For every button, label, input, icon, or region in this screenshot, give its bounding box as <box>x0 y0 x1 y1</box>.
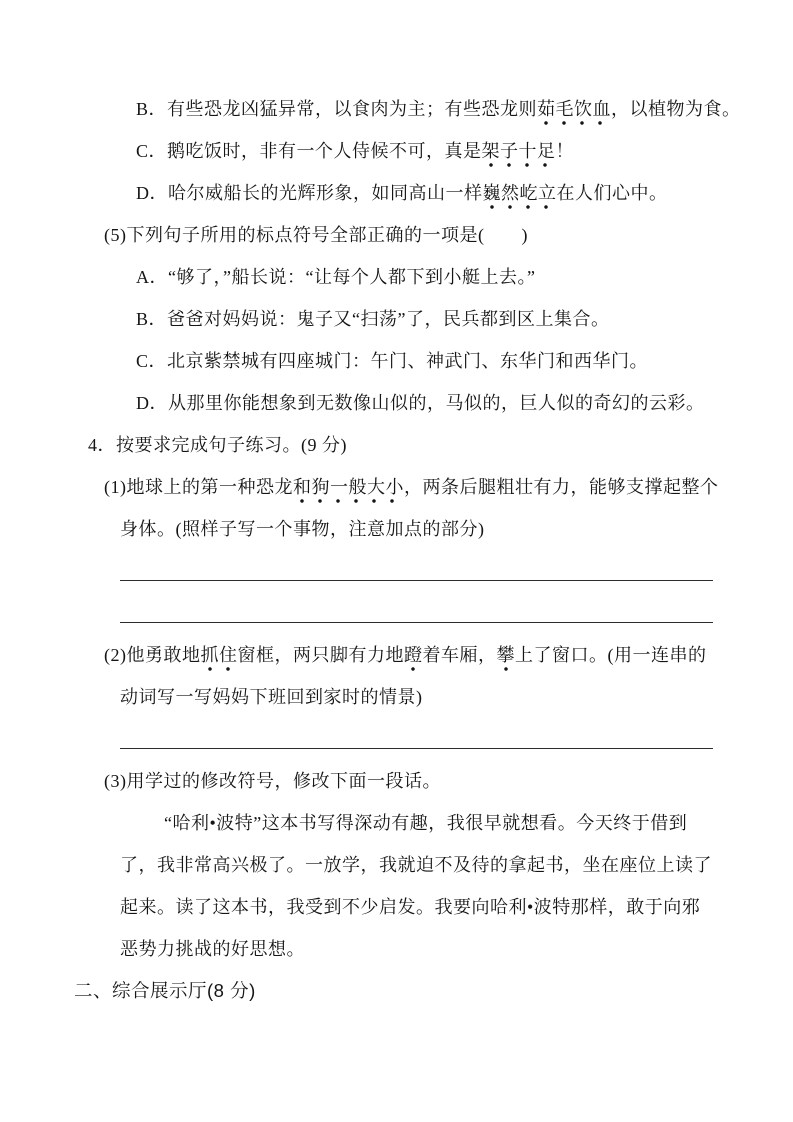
answer-underline <box>120 718 713 749</box>
emphasized-text: 巍然屹立 <box>483 183 557 209</box>
text-line-opt <box>0 130 793 172</box>
text-line-sub <box>0 634 793 676</box>
text-segment: B．有些恐龙凶猛异常，以食肉为主；有些恐龙则 <box>136 99 538 119</box>
text-line-sub <box>0 466 793 508</box>
emphasized-text: 蹬 <box>404 645 423 671</box>
text-line-opt <box>0 88 793 130</box>
answer-blank-line <box>0 718 793 760</box>
text-line-cont <box>0 508 793 550</box>
text-segment: ，两条后腿粗壮有力，能够支撑起整个 <box>404 477 719 497</box>
text-segment: 身体。(照样子写一个事物，注意加点的部分) <box>120 519 485 539</box>
text-segment: 起来。读了这本书，我受到不少启发。我要向哈利•波特那样，敢于向邪 <box>120 897 701 917</box>
text-line-q <box>0 424 793 466</box>
answer-underline <box>120 592 713 623</box>
text-segment: 4．按要求完成句子练习。(9 分) <box>88 435 347 455</box>
text-segment: C．鹅吃饭时，非有一个人侍候不可，真是 <box>136 141 482 161</box>
text-line-opt <box>0 172 793 214</box>
text-line-para <box>0 886 793 928</box>
text-segment: (1)地球上的第一种恐龙 <box>104 477 293 497</box>
emphasized-text: 茹毛饮血 <box>537 99 611 125</box>
text-segment: (2)他勇敢地 <box>104 645 201 665</box>
text-line-sub <box>0 214 793 256</box>
text-segment: ！ <box>555 141 575 161</box>
text-segment: (3)用学过的修改符号，修改下面一段话。 <box>104 771 441 791</box>
text-line-opt <box>0 382 793 424</box>
text-segment: 动词写一写妈妈下班回到家时的情景) <box>120 687 423 707</box>
text-segment: “哈利•波特”这本书写得深动有趣，我很早就想看。今天终于借到 <box>164 813 688 833</box>
answer-blank-line <box>0 592 793 634</box>
text-segment: 了，我非常高兴极了。一放学，我就迫不及待的拿起书，坐在座位上读了 <box>120 855 712 875</box>
text-line-sub <box>0 760 793 802</box>
text-line-opt <box>0 298 793 340</box>
text-line-para-first <box>0 802 793 844</box>
text-segment: 着车厢， <box>422 645 497 665</box>
emphasized-text: 和狗一般大小 <box>293 477 404 503</box>
text-segment: 窗框，两只脚有力地 <box>237 645 404 665</box>
text-segment: 二、综合展示厅(8 分) <box>74 980 256 1001</box>
text-line-opt <box>0 340 793 382</box>
emphasized-text: 攀 <box>497 645 516 671</box>
emphasized-text: 架子十足 <box>482 141 556 167</box>
text-segment: ，以植物为食。 <box>611 99 741 119</box>
text-line-para <box>0 844 793 886</box>
text-segment: D．哈尔威船长的光辉形象，如同高山一样 <box>136 183 483 203</box>
text-segment: B．爸爸对妈妈说：鬼子又“扫荡”了，民兵都到区上集合。 <box>136 309 610 329</box>
text-segment: 在人们心中。 <box>556 183 668 203</box>
text-segment: A．“够了，”船长说：“让每个人都下到小艇上去。” <box>136 267 536 287</box>
text-line-section <box>0 970 793 1012</box>
text-line-opt <box>0 256 793 298</box>
text-line-para <box>0 928 793 970</box>
answer-underline <box>120 550 713 581</box>
text-segment: D．从那里你能想象到无数像山似的，马似的，巨人似的奇幻的云彩。 <box>136 393 705 413</box>
text-segment: 上了窗口。(用一连串的 <box>515 645 707 665</box>
text-segment: C．北京紫禁城有四座城门：午门、神武门、东华门和西华门。 <box>136 351 649 371</box>
answer-blank-line <box>0 550 793 592</box>
text-segment: (5)下列句子所用的标点符号全部正确的一项是( ) <box>104 225 528 245</box>
document-body <box>0 88 793 1012</box>
text-segment: 恶势力挑战的好思想。 <box>120 939 305 959</box>
text-line-cont <box>0 676 793 718</box>
emphasized-text: 抓住 <box>201 645 238 671</box>
